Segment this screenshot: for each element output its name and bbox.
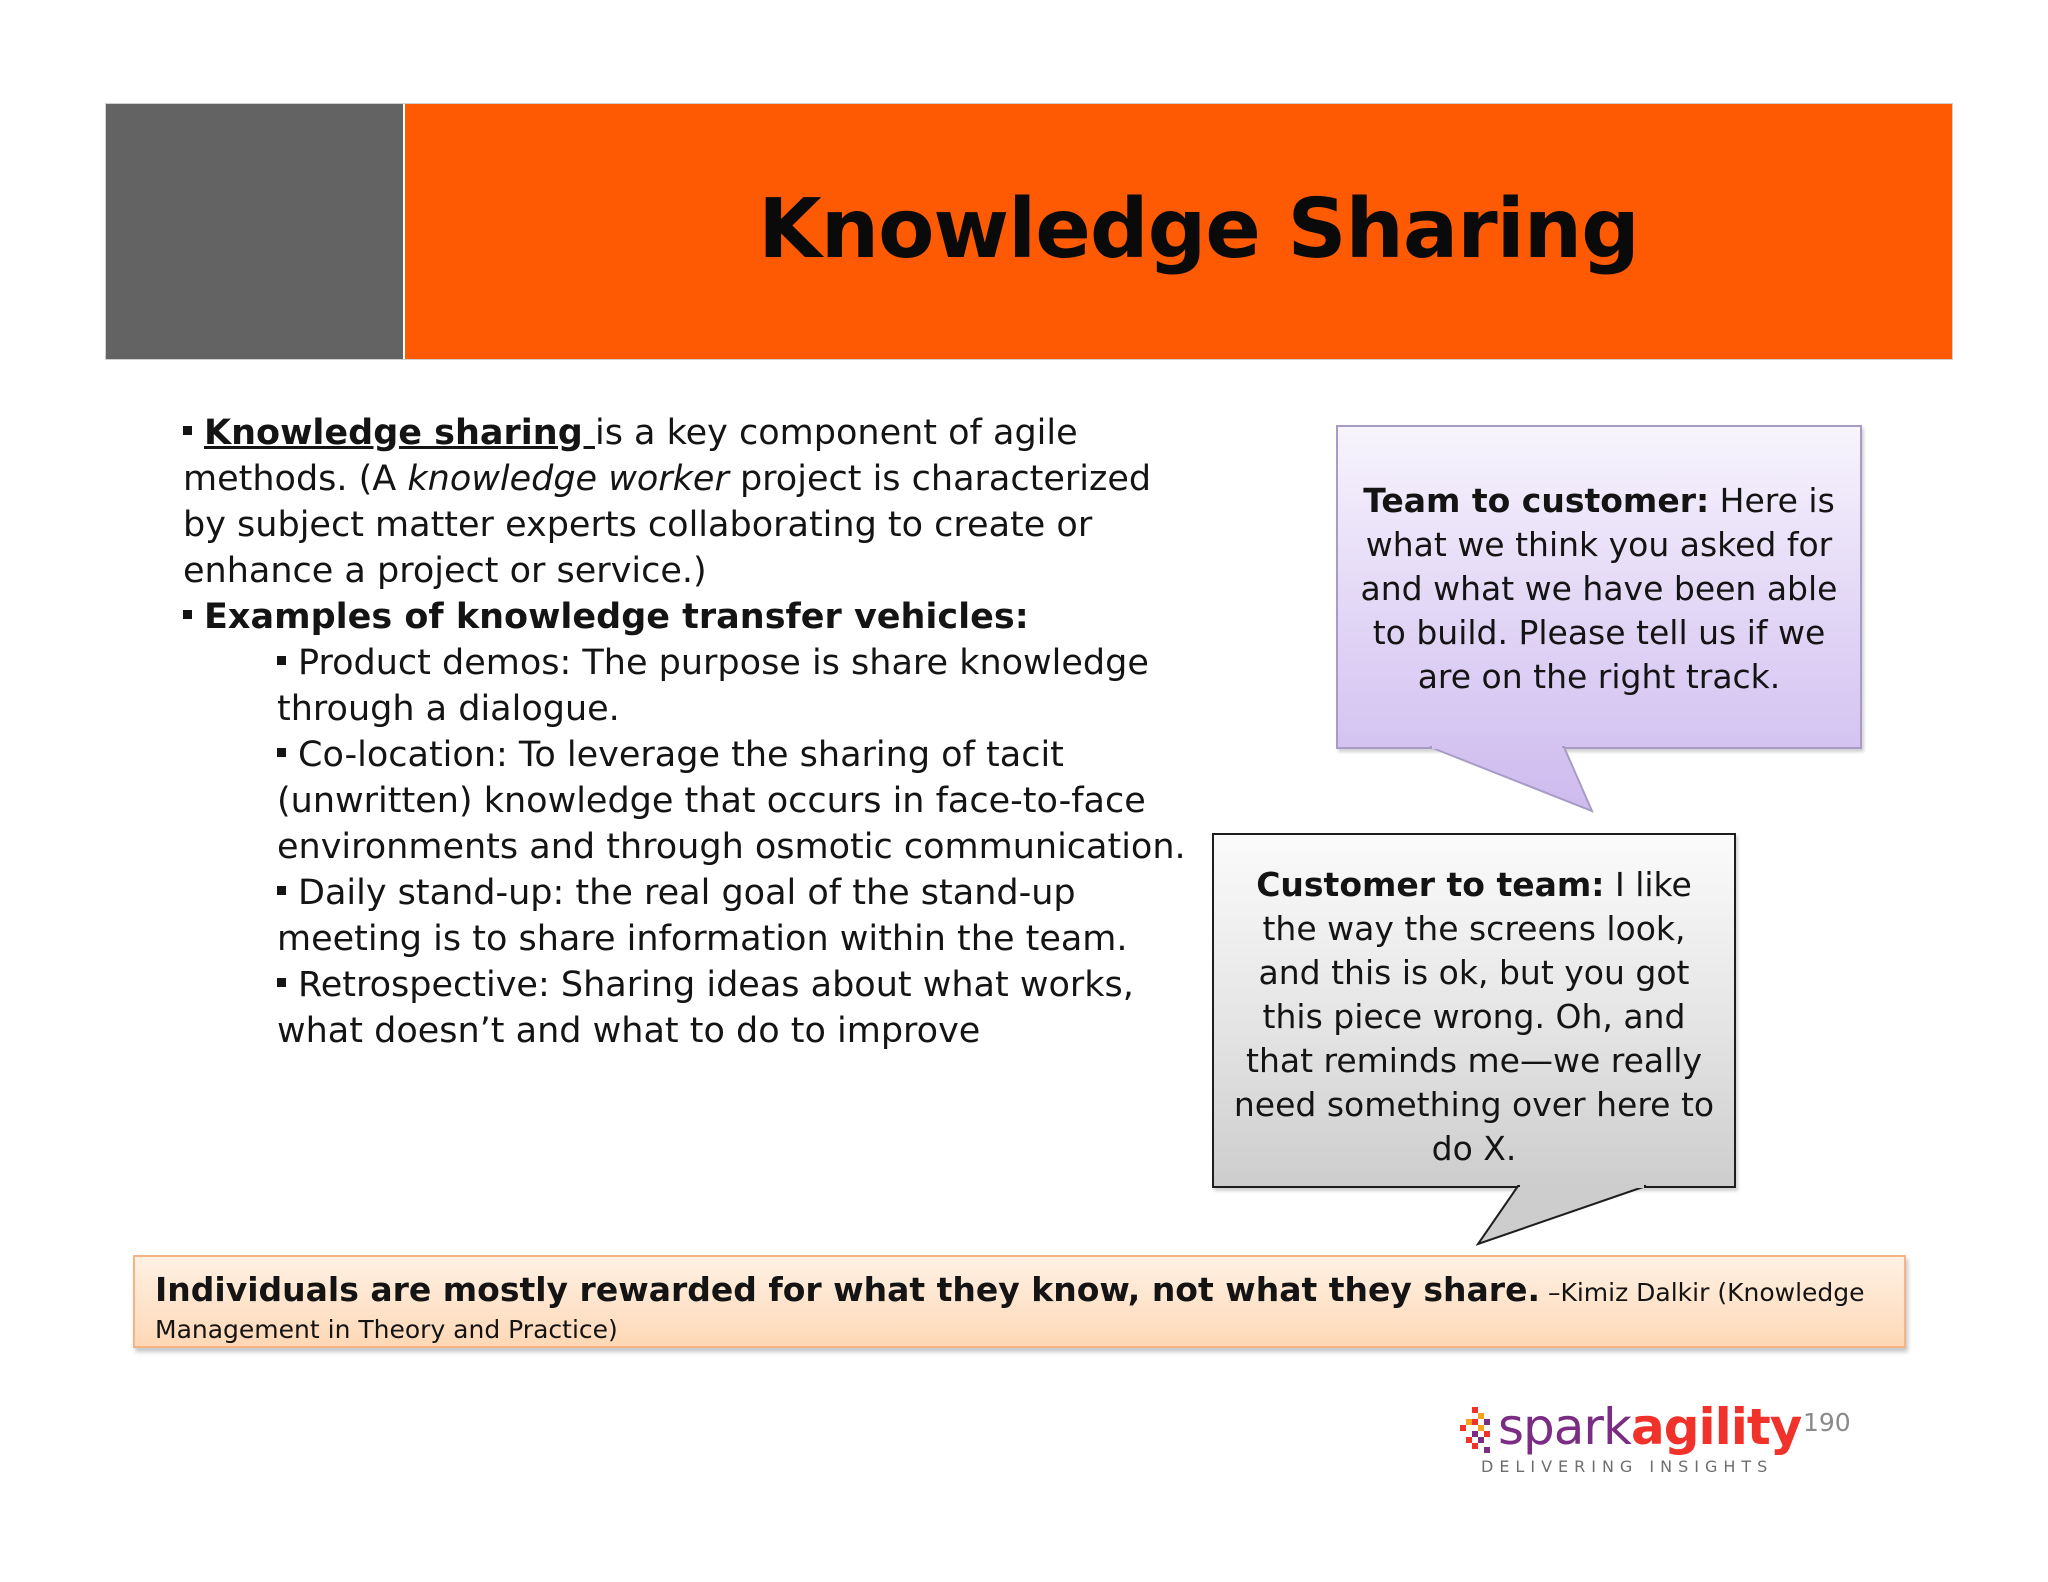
callout-customer-text: I like the way the screens look, and this is ok, but you got this piece wrong. Oh, and that reminds me—we really need something over here to do X. xyxy=(1233,865,1715,1168)
sub-item-co-location xyxy=(183,732,1193,870)
quote-attribution-b: Management in Theory and Practice) xyxy=(155,1315,618,1344)
title-bar-gray-block xyxy=(106,104,405,359)
examples-heading: Examples of knowledge transfer vehicles: xyxy=(204,597,1029,637)
callout-customer-to-team xyxy=(1212,833,1736,1188)
sub-item-retrospective xyxy=(183,962,1193,1054)
title-bar-orange-block xyxy=(405,104,1952,359)
sub-item-text: Co-location: To leverage the sharing of tacit (unwritten) knowledge that occurs in face-to-face environments and through osmotic communication. xyxy=(277,735,1186,867)
logo-pixel-mark-icon xyxy=(1460,1407,1500,1455)
sub-item-text: Product demos: The purpose is share knowledge through a dialogue. xyxy=(277,643,1149,729)
bullet-1-italic: knowledge worker xyxy=(407,459,729,499)
callout-team-text: Here is what we think you asked for and what we have been able to build. Please tell us if we are on the right track. xyxy=(1360,481,1838,696)
body-text xyxy=(183,410,1193,1054)
knowledge-sharing-term: Knowledge sharing xyxy=(204,413,595,453)
logo-word-agility: agility xyxy=(1630,1398,1802,1456)
square-bullet-icon xyxy=(277,656,286,665)
logo-wordmark xyxy=(1498,1399,1801,1455)
slide-title: Knowledge Sharing xyxy=(758,182,1639,277)
title-bar xyxy=(105,103,1953,360)
page-number: 190 xyxy=(1803,1408,1851,1437)
bullet-1-text-b: project is characterized by subject matter experts collaborating to create or enhance a project or service.) xyxy=(183,459,1152,591)
sub-item-product-demos xyxy=(183,640,1193,732)
quote-line-1 xyxy=(155,1269,1884,1314)
quote-attribution-a: –Kimiz Dalkir (Knowledge xyxy=(1540,1278,1865,1307)
logo-word-spark: spark xyxy=(1498,1398,1631,1456)
callout-team-to-customer xyxy=(1336,425,1862,749)
square-bullet-icon xyxy=(277,886,286,895)
square-bullet-icon xyxy=(183,426,192,435)
sparkagility-logo xyxy=(1460,1398,1802,1485)
quote-text: Individuals are mostly rewarded for what they know, not what they share. xyxy=(155,1270,1541,1309)
callout-customer-label: Customer to team: xyxy=(1256,865,1605,904)
square-bullet-icon xyxy=(183,610,192,619)
bullet-examples-heading xyxy=(183,594,1193,640)
bullet-knowledge-sharing xyxy=(183,410,1193,594)
bullet-1-text-a: is a key component of agile methods. (A xyxy=(183,413,1078,499)
sub-item-text: Daily stand-up: the real goal of the stand-up meeting is to share information within the team. xyxy=(277,873,1128,959)
callout-team-tail xyxy=(1420,745,1600,815)
quote-bar xyxy=(133,1255,1906,1348)
sub-item-text: Retrospective: Sharing ideas about what works, what doesn’t and what to do to improve xyxy=(277,965,1134,1051)
square-bullet-icon xyxy=(277,978,286,987)
square-bullet-icon xyxy=(277,748,286,757)
sub-item-daily-stand-up xyxy=(183,870,1193,962)
logo-tagline: DELIVERING INSIGHTS xyxy=(1481,1457,1774,1476)
callout-team-label: Team to customer: xyxy=(1363,481,1710,520)
callout-customer-tail xyxy=(1476,1184,1656,1248)
